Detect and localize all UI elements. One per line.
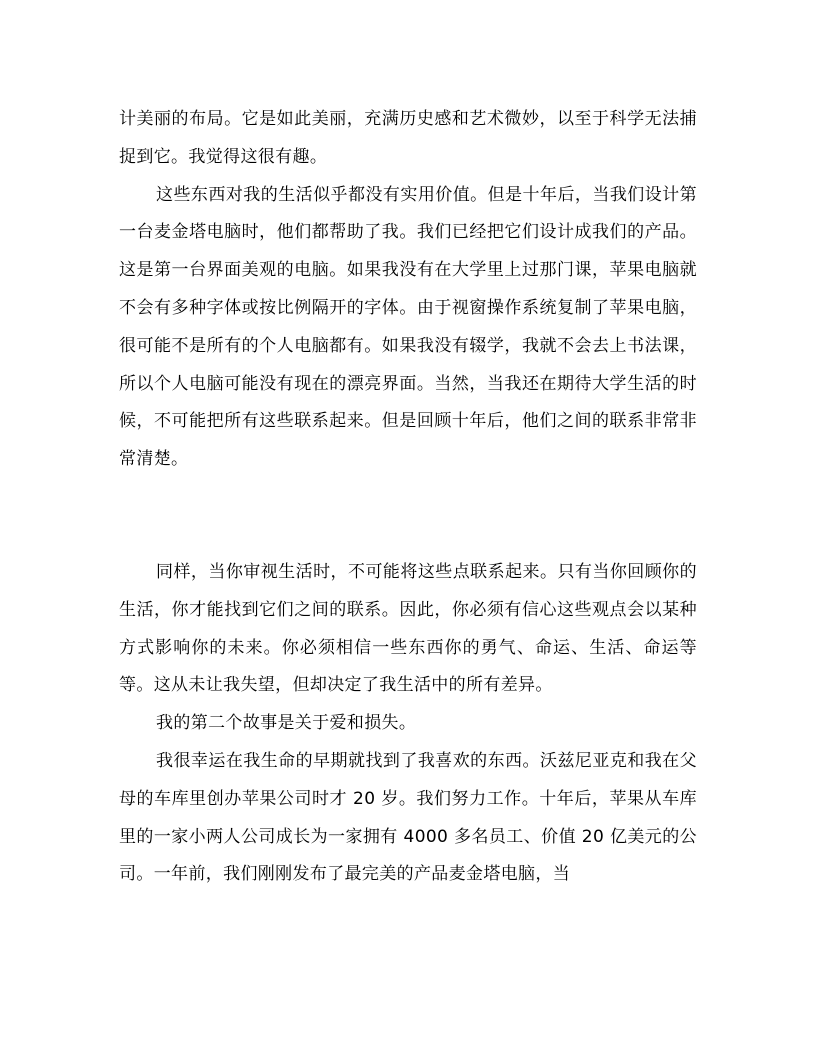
paragraph-gap: [119, 479, 697, 554]
paragraph-macintosh: 这些东西对我的生活似乎都没有实用价值。但是十年后，当我们设计第一台麦金塔电脑时，他们都帮助了我。我们已经把它们设计成我们的产品。这是第一台界面美观的电脑。如果我没有在大学里上过那门课，苹果电脑就不会有多种字体或按比例隔开的字体。由于视窗操作系统复制了苹果电脑，很可能不是所有的个人电脑都有。如果我没有辍学，我就不会去上书法课，所以个人电脑可能没有现在的漂亮界面。当然，当我还在期待大学生活的时候，不可能把所有这些联系起来。但是回顾十年后，他们之间的联系非常非常清楚。: [119, 184, 697, 470]
body-text: [119, 101, 697, 894]
paragraph-continuation: 计美丽的布局。它是如此美丽，充满历史感和艺术微妙，以至于科学无法捕捉到它。我觉得这很有趣。: [119, 109, 697, 167]
paragraph-apple-founding: 我很幸运在我生命的早期就找到了我喜欢的东西。沃兹尼亚克和我在父母的车库里创办苹果公司时才 20 岁。我们努力工作。十年后，苹果从车库里的一家小两人公司成长为一家拥有 4000 多名员工、价值 20 亿美元的公司。一年前，我们刚刚发布了最完美的产品麦金塔电脑，当: [119, 750, 697, 885]
paragraph-second-story: 我的第二个故事是关于爱和损失。: [156, 713, 417, 734]
paragraph-connecting-dots: 同样，当你审视生活时，不可能将这些点联系起来。只有当你回顾你的生活，你才能找到它们之间的联系。因此，你必须有信心这些观点会以某种方式影响你的未来。你必须相信一些东西你的勇气、命运、生活、命运等等。这从未让我失望，但却决定了我生活中的所有差异。: [119, 561, 697, 696]
